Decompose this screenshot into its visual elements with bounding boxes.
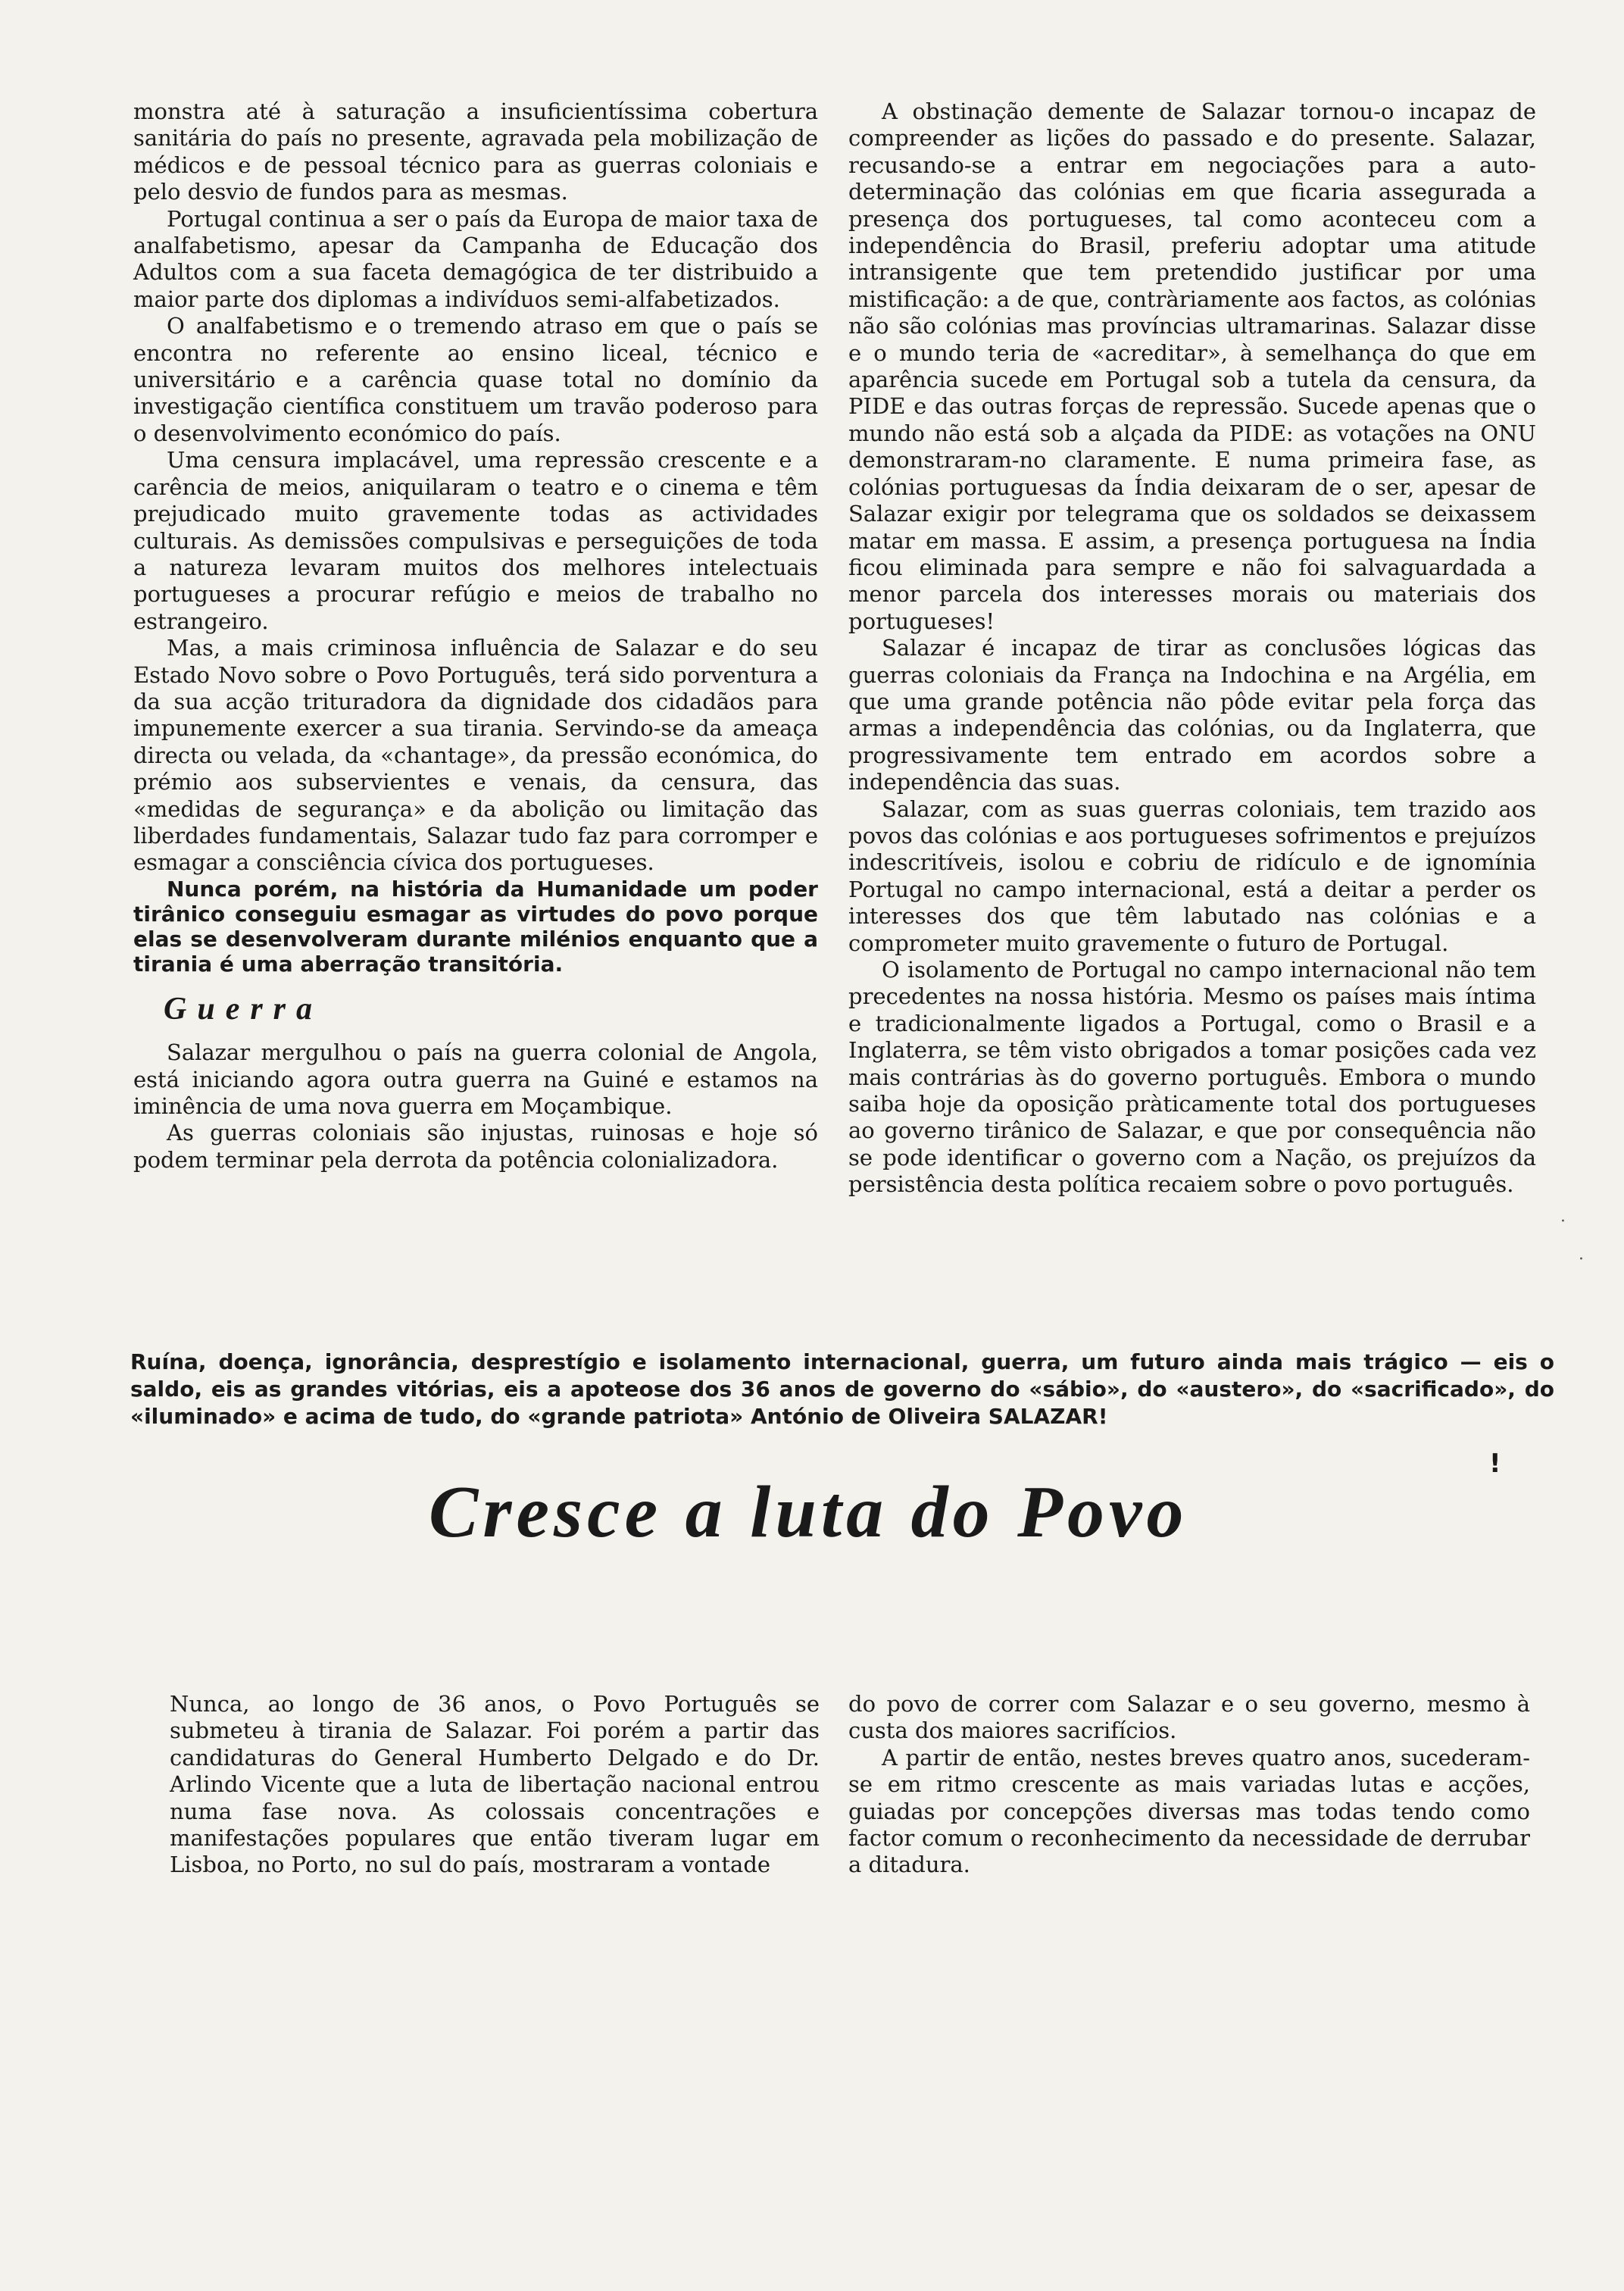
lower-left-column [170,1691,820,1879]
page-headline: Cresce a luta do Povo [429,1471,1188,1553]
paragraph: O isolamento de Portugal no campo internacional não tem precedentes na nossa história. Mesmo os países mais íntima e tradicionalmente ligados a Portugal, como o Brasil e a Inglaterra, se têm visto obrigados a tomar posições cada vez mais contrárias às do governo português. Embora o mundo saiba hoje da oposição pràticamente total dos portugueses ao governo tirânico de Salazar, e que por consequência não se pode identificar o governo com a Nação, os prejuízos da persistência desta política recaiem sobre o povo português. [848,957,1536,1198]
section-heading: Guerra [164,991,323,1027]
paragraph: A obstinação demente de Salazar tornou-o incapaz de compreender as lições do passado e do presente. Salazar, recusando-se a entrar em negociações para a auto-determinação das colónias em que ficaria assegurada a presença dos portugueses, tal como aconteceu com a independência do Brasil, preferiu adoptar uma atitude intransigente que tem pretendido justificar por uma mistificação: a de que, contràriamente aos factos, as colónias não são colónias mas províncias ultramarinas. Salazar disse e o mundo teria de «acreditar», à semelhança do que em aparência sucede em Portugal sob a tutela da censura, da PIDE e das outras forças de repressão. Sucede apenas que o mundo não está sob a alçada da PIDE: as votações na ONU demonstraram-no claramente. E numa primeira fase, as colónias portuguesas da Índia deixaram de o ser, apesar de Salazar exigir por telegrama que os soldados se deixassem matar em massa. E assim, a presença portuguesa na Índia ficou eliminada para sempre e não foi salvaguardada a menor parcela dos interesses morais ou materiais dos portugueses! [848,98,1536,634]
emphasis-paragraph: Nunca porém, na história da Humanidade um poder tirânico conseguiu esmagar as virtudes do povo porque elas se desenvolveram durante milénios enquanto que a tirania é uma aberração transitória. [133,876,818,977]
paragraph: O analfabetismo e o tremendo atraso em que o país se encontra no referente ao ensino liceal, técnico e universitário e a carência quase total no domínio da investigação científica constituem um travão poderoso para o desenvolvimento económico do país. [133,313,818,446]
summary-statement: Ruína, doença, ignorância, desprestígio e isolamento internacional, guerra, um futuro ainda mais trágico — eis o saldo, eis as grandes vitórias, eis a apoteose dos 36 anos de governo do «sábio», do «austero», do «sacrificado», do «iluminado» e acima de tudo, do «grande patriota» António de Oliveira SALAZAR! [130,1349,1554,1429]
scan-speck: · [1560,1212,1566,1231]
right-column [848,98,1536,1199]
paragraph: As guerras coloniais são injustas, ruinosas e hoje só podem terminar pela derrota da potência colonializadora. [133,1120,818,1173]
paragraph: Mas, a mais criminosa influência de Salazar e do seu Estado Novo sobre o Povo Português, terá sido porventura a da sua acção trituradora da dignidade dos cidadãos para impunemente exercer a sua tirania. Servindo-se da ameaça directa ou velada, da «chantage», da pressão económica, do prémio aos subservientes e venais, da censura, das «medidas de segurança» e da abolição ou limitação das liberdades fundamentais, Salazar tudo faz para corromper e esmagar a consciência cívica dos portugueses. [133,635,818,876]
scan-speck: · [1579,1250,1584,1269]
lower-right-column [848,1691,1530,1879]
paragraph: Portugal continua a ser o país da Europa de maior taxa de analfabetismo, apesar da Campanha de Educação dos Adultos com a sua faceta demagógica de ter distribuido a maior parte dos diplomas a indivíduos semi-alfabetizados. [133,205,818,312]
paragraph: A partir de então, nestes breves quatro anos, sucederam-se em ritmo crescente as mais variadas lutas e acções, guiadas por concepções diversas mas todas tendo como factor comum o reconhecimento da necessidade de derrubar a ditadura. [848,1744,1530,1878]
exclamation-mark: ! [1489,1449,1501,1479]
paragraph: Uma censura implacável, uma repressão crescente e a carência de meios, aniquilaram o teatro e o cinema e têm prejudicado muito gravemente todas as actividades culturais. As demissões compulsivas e perseguições de toda a natureza levaram muitos dos melhores intelectuais portugueses a procurar refúgio e meios de trabalho no estrangeiro. [133,447,818,634]
paragraph: Salazar mergulhou o país na guerra colonial de Angola, está iniciando agora outra guerra na Guiné e estamos na iminência de uma nova guerra em Moçambique. [133,1039,818,1119]
paragraph: do povo de correr com Salazar e o seu governo, mesmo à custa dos maiores sacrifícios. [848,1691,1530,1744]
left-column [133,98,818,1174]
paragraph: Nunca, ao longo de 36 anos, o Povo Português se submeteu à tirania de Salazar. Foi porém a partir das candidaturas do General Humberto Delgado e do Dr. Arlindo Vicente que a luta de libertação nacional entrou numa fase nova. As colossais concentrações e manifestações populares que então tiveram lugar em Lisboa, no Porto, no sul do país, mostraram a vontade [170,1691,820,1878]
paragraph: Salazar, com as suas guerras coloniais, tem trazido aos povos das colónias e aos portugueses sofrimentos e prejuízos indescritíveis, isolou e cobriu de ridículo e de ignomínia Portugal no campo internacional, está a deitar a perder os interesses dos que têm labutado nas colónias e a comprometer muito gravemente o futuro de Portugal. [848,795,1536,956]
paragraph: monstra até à saturação a insuficientíssima cobertura sanitária do país no presente, agravada pela mobilização de médicos e de pessoal técnico para as guerras coloniais e pelo desvio de fundos para as mesmas. [133,98,818,205]
paragraph: Salazar é incapaz de tirar as conclusões lógicas das guerras coloniais da França na Indochina e na Argélia, em que uma grande potência não pôde evitar pela força das armas a independência das colónias, ou da Inglaterra, que progressivamente tem entrado em acordos sobre a independência das suas. [848,635,1536,795]
